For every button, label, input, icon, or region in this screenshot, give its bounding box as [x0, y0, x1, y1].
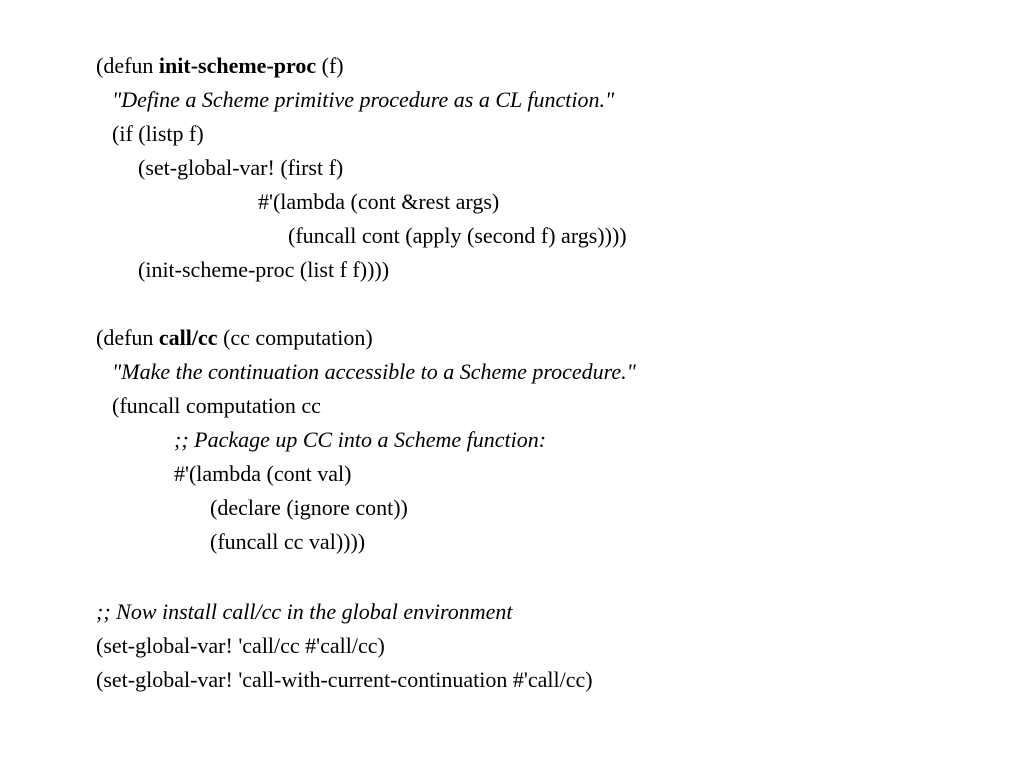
lambda-line: #'(lambda (cont &rest args)	[258, 189, 500, 214]
set-global-var-cwcc-line: (set-global-var! 'call-with-current-continuation #'call/cc)	[96, 667, 593, 692]
function-name: call/cc	[158, 325, 218, 350]
docstring: "Define a Scheme primitive procedure as a CL function."	[112, 87, 615, 112]
set-global-var-call-cc-line: (set-global-var! 'call/cc #'call/cc)	[96, 633, 385, 658]
set-global-var-line: (set-global-var! (first f)	[138, 155, 344, 180]
function-params: (f)	[316, 53, 344, 78]
docstring: "Make the continuation accessible to a Scheme procedure."	[112, 359, 636, 384]
funcall-line: (funcall cont (apply (second f) args))))	[288, 223, 627, 248]
defun-keyword: (defun	[96, 53, 159, 78]
inner-funcall-line: (funcall cc val))))	[210, 529, 366, 554]
function-params: (cc computation)	[217, 325, 373, 350]
if-line: (if (listp f)	[112, 121, 204, 146]
recurse-line: (init-scheme-proc (list f f))))	[138, 257, 390, 282]
funcall-computation-line: (funcall computation cc	[112, 393, 321, 418]
defun-init-scheme-proc-line	[96, 53, 344, 79]
function-name: init-scheme-proc	[158, 53, 317, 78]
install-comment-line: ;; Now install call/cc in the global environment	[96, 599, 513, 624]
defun-keyword: (defun	[96, 325, 159, 350]
declare-line: (declare (ignore cont))	[210, 495, 408, 520]
lambda-line: #'(lambda (cont val)	[174, 461, 352, 486]
defun-call-cc-line	[96, 325, 373, 351]
comment-line: ;; Package up CC into a Scheme function:	[174, 427, 547, 452]
